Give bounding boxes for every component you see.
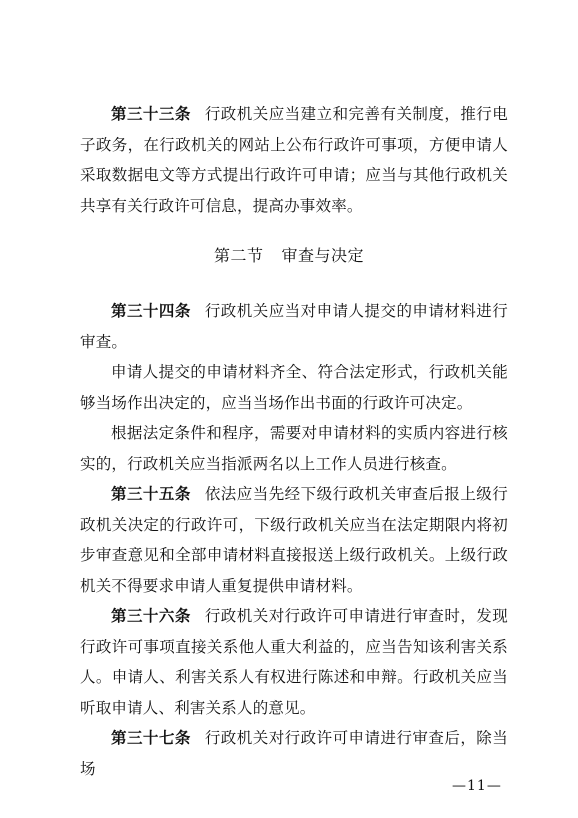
- body-text-top: [80, 99, 508, 221]
- page-number: —11—: [452, 778, 502, 794]
- section-title: 审查与决定: [281, 246, 365, 265]
- article-paragraph: [80, 723, 508, 784]
- article-text: 依法应当先经下级行政机关审查后报上级行政机关决定的行政许可，下级行政机关应当在法定期限内将初步审查意见和全部申请材料直接报送上级行政机关。上级行政机关不得要求申请人重复提供申请材料。: [80, 485, 508, 595]
- article-paragraph: [80, 601, 508, 723]
- article-text: 行政机关应当建立和完善有关制度，推行电子政务，在行政机关的网站上公布行政许可事项，方便申请人采取数据电文等方式提出行政许可申请；应当与其他行政机关共享有关行政许可信息，提高办事效率。: [80, 105, 508, 215]
- clause-text: 申请人提交的申请材料齐全、符合法定形式，行政机关能够当场作出决定的，应当当场作出书面的行政许可决定。: [80, 363, 508, 412]
- article-number: 第三十三条: [111, 104, 191, 123]
- clause-paragraph: [80, 357, 508, 418]
- section-heading: [0, 243, 578, 266]
- clause-text: 根据法定条件和程序，需要对申请材料的实质内容进行核实的，行政机关应当指派两名以上工作人员进行核查。: [80, 424, 508, 473]
- article-text: 行政机关应当对申请人提交的申请材料进行审查。: [80, 302, 508, 351]
- section-number: 第二节: [213, 246, 264, 265]
- article-number: 第三十五条: [111, 484, 191, 503]
- article-paragraph: [80, 296, 508, 357]
- article-paragraph: [80, 479, 508, 601]
- body-text-bottom: [80, 296, 508, 784]
- article-paragraph: [80, 99, 508, 221]
- article-text: 行政机关对行政许可申请进行审查时，发现行政许可事项直接关系他人重大利益的，应当告知该利害关系人。申请人、利害关系人有权进行陈述和申辩。行政机关应当听取申请人、利害关系人的意见。: [80, 607, 508, 717]
- article-number: 第三十四条: [111, 301, 191, 320]
- article-number: 第三十六条: [111, 606, 191, 625]
- clause-paragraph: [80, 418, 508, 479]
- article-text: 行政机关对行政许可申请进行审查后，除当场: [80, 729, 508, 778]
- article-number: 第三十七条: [111, 728, 191, 747]
